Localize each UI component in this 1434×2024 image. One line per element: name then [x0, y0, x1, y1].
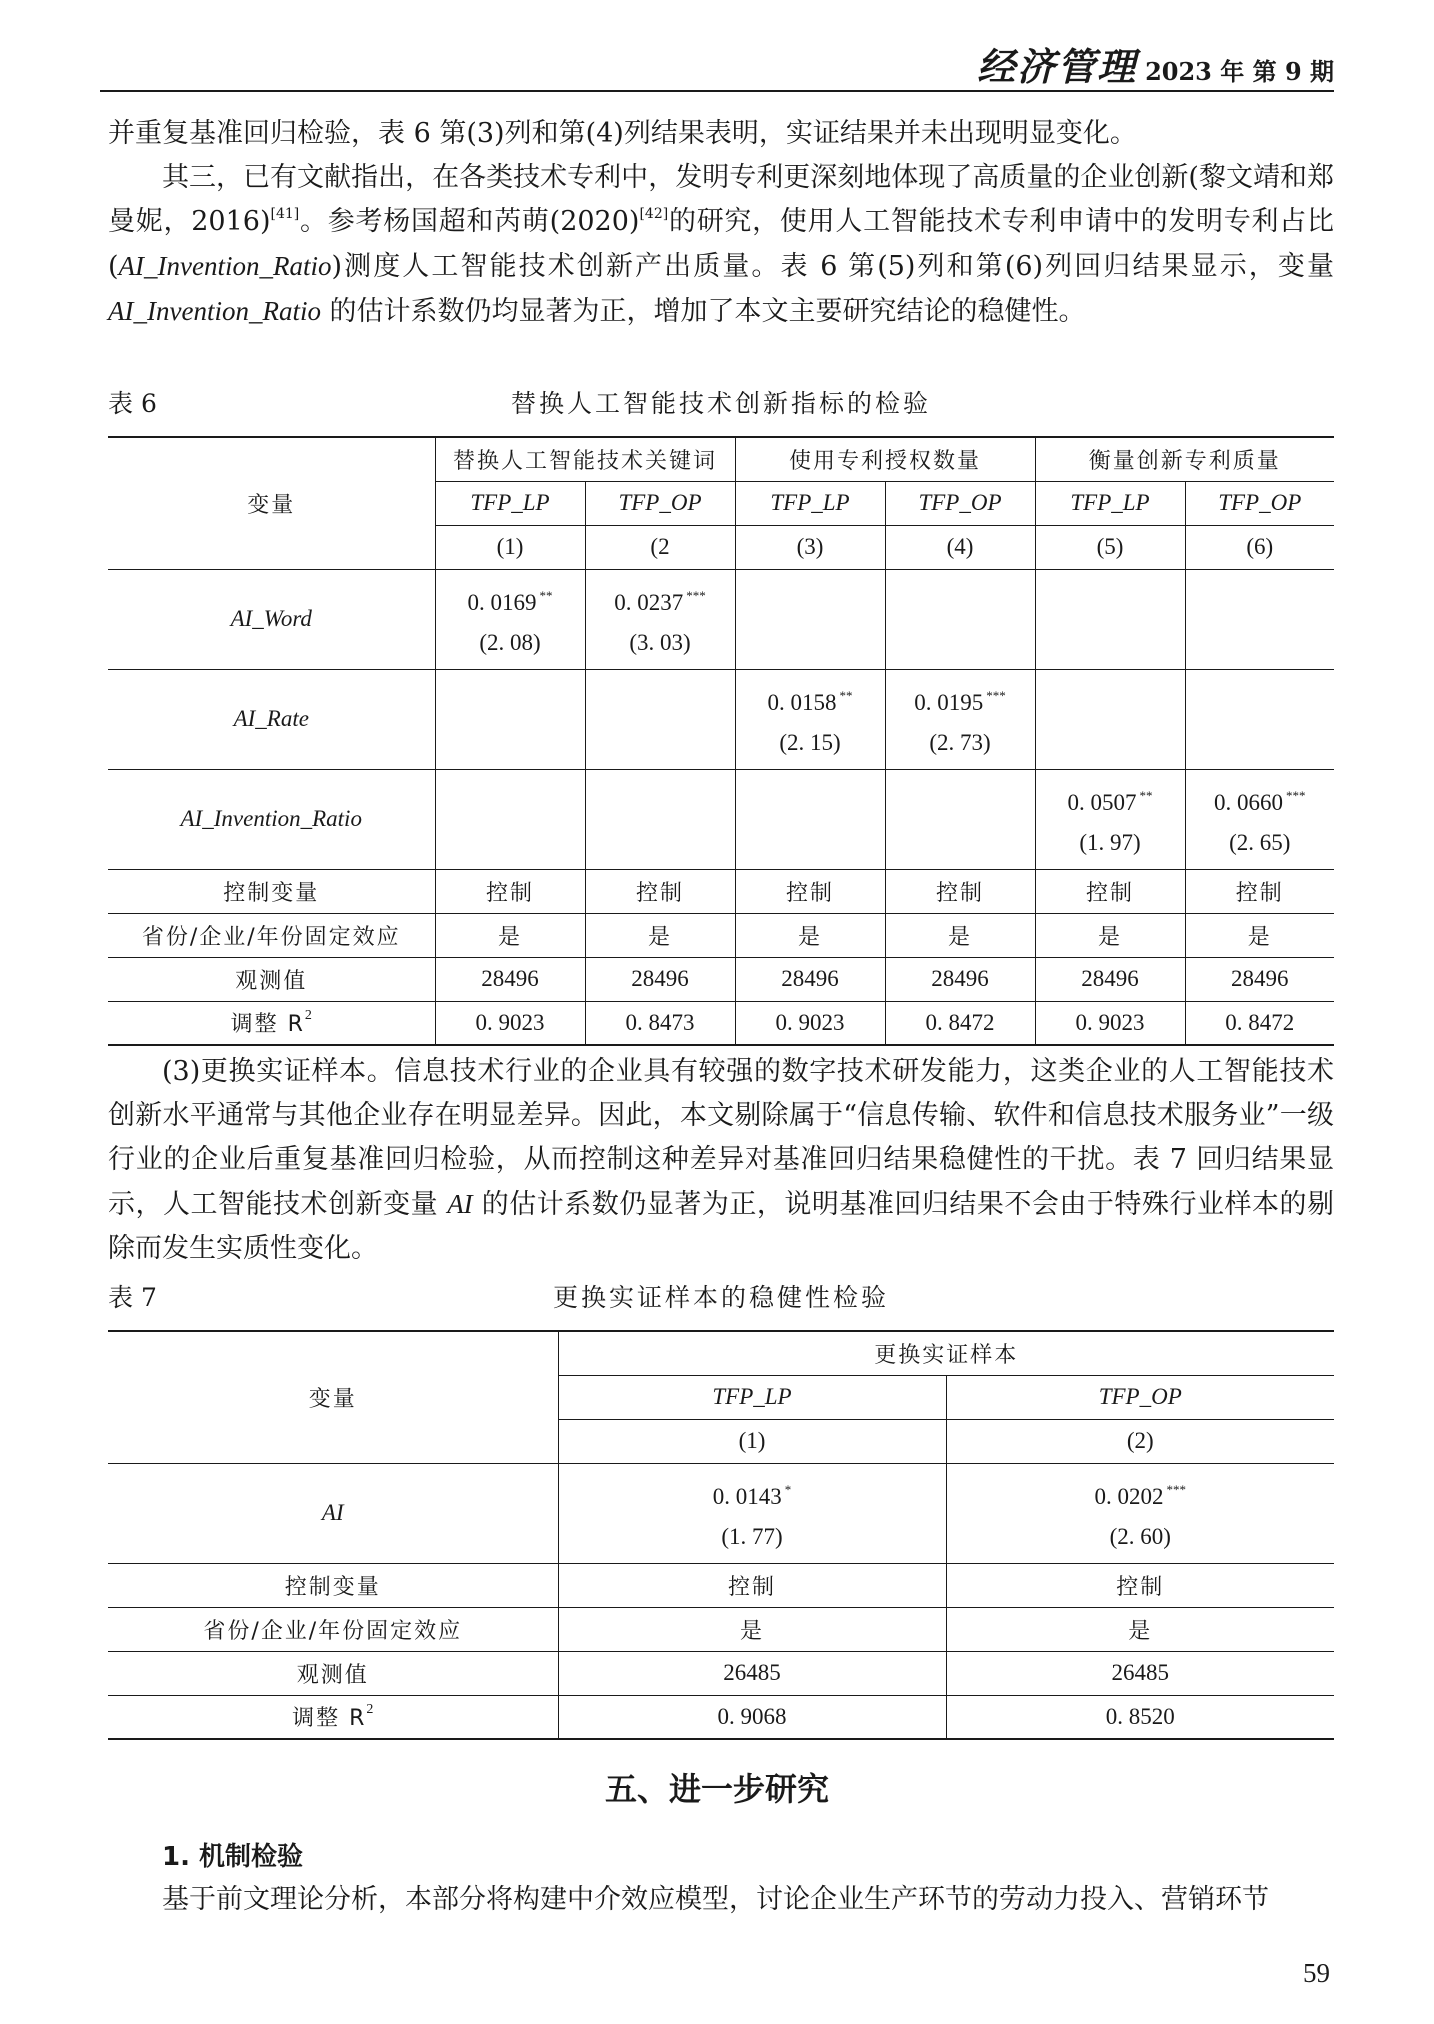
table-7-number: 表 7: [108, 1283, 157, 1312]
table-cell: 是: [1035, 913, 1185, 957]
variable-header: 变量: [108, 437, 435, 569]
table-cell: 是: [558, 1607, 946, 1651]
table-6: [108, 436, 1334, 1046]
table-row: [108, 569, 1334, 669]
table-row: [108, 869, 1334, 913]
group-header: 替换人工智能技术关键词: [435, 437, 735, 481]
table-row: [108, 957, 1334, 1001]
table-cell: 是: [735, 913, 885, 957]
row-label: AI_Invention_Ratio: [108, 769, 435, 869]
variable-header: 变量: [108, 1331, 558, 1463]
column-number: (6): [1185, 525, 1334, 569]
table-6-title: 替换人工智能技术创新指标的检验: [510, 389, 931, 418]
section-title: 五、进一步研究: [604, 1770, 829, 1808]
t-value: (2. 73): [929, 729, 991, 755]
paragraph-2: [108, 156, 1334, 334]
paragraph-2-text-b: 。参考杨国超和芮萌(2020): [299, 206, 640, 237]
significance-stars: ***: [986, 687, 1006, 703]
header-rule: [100, 90, 1334, 92]
column-number: (1): [558, 1419, 946, 1463]
table-row: [108, 1695, 1334, 1739]
table-6-caption: [108, 384, 1334, 424]
coefficient: 0. 0158: [767, 689, 837, 715]
table-cell: 28496: [1185, 957, 1334, 1001]
t-value: (1. 77): [721, 1523, 783, 1549]
table-cell: 0. 9023: [435, 1001, 585, 1045]
table-cell: 控制: [885, 869, 1035, 913]
table-cell: 控制: [585, 869, 735, 913]
row-label: 观测值: [108, 1651, 558, 1695]
dependent-variable-header: TFP_LP: [735, 481, 885, 525]
significance-stars: **: [839, 687, 853, 703]
variable-ai-invention-ratio: AI_Invention_Ratio: [118, 251, 332, 281]
table-6-number: 表 6: [108, 389, 157, 418]
table-cell: 是: [946, 1607, 1334, 1651]
table-cell: [435, 669, 585, 769]
dependent-variable-header: TFP_OP: [585, 481, 735, 525]
issue-label: 2023 年 第 9 期: [1145, 57, 1334, 86]
row-label: [108, 1695, 558, 1739]
dependent-variable-header: TFP_LP: [558, 1375, 946, 1419]
column-number: (4): [885, 525, 1035, 569]
table-row: [108, 769, 1334, 869]
table-cell: [435, 569, 585, 669]
coefficient: 0. 0169: [467, 589, 537, 615]
table-cell: [1185, 669, 1334, 769]
r2-label: 调整 R: [292, 1706, 367, 1732]
table-cell: [1035, 769, 1185, 869]
running-head: [977, 36, 1334, 91]
citation-41: [41]: [270, 206, 300, 222]
table-7-caption: [108, 1278, 1334, 1318]
coefficient: 0. 0202: [1094, 1483, 1164, 1509]
group-header: 衡量创新专利质量: [1035, 437, 1334, 481]
table-cell: [1185, 769, 1334, 869]
table-row: [108, 669, 1334, 769]
row-label: 省份/企业/年份固定效应: [108, 1607, 558, 1651]
table-cell: 是: [585, 913, 735, 957]
row-label: 控制变量: [108, 869, 435, 913]
dependent-variable-header: TFP_LP: [435, 481, 585, 525]
t-value: (3. 03): [629, 629, 691, 655]
significance-stars: ***: [686, 587, 706, 603]
significance-stars: **: [539, 587, 553, 603]
column-number: (2: [585, 525, 735, 569]
table-cell: 是: [435, 913, 585, 957]
table-cell: 控制: [435, 869, 585, 913]
paragraph-3-text-a: (3)更换实证样本。信息技术行业的企业具有较强的数字技术研发能力，这类企业的人工智能技术创新水平通常与其他企业存在明显差异。因此，本文剔除属于“信息传输、软件和信息技术服务业”一级行业的企业后重复基准回归检验，从而控制这种差异对基准回归结果稳健性的干扰。表 7 回归结果显示，人工智能技术创新变量: [108, 1056, 1334, 1220]
subsection-title: 1. 机制检验: [162, 1842, 304, 1872]
journal-name: 经济管理: [977, 44, 1138, 89]
table-row: [108, 1563, 1334, 1607]
significance-stars: ***: [1286, 787, 1306, 803]
significance-stars: ***: [1166, 1481, 1186, 1497]
dependent-variable-header: TFP_OP: [885, 481, 1035, 525]
table-cell: [558, 1463, 946, 1563]
paragraph-4: 基于前文理论分析，本部分将构建中介效应模型，讨论企业生产环节的劳动力投入、营销环节: [162, 1884, 1269, 1915]
table-cell: 26485: [558, 1651, 946, 1695]
r2-superscript: 2: [366, 1702, 374, 1718]
table-cell: [1035, 569, 1185, 669]
table-cell: 控制: [558, 1563, 946, 1607]
table-cell: 0. 8472: [885, 1001, 1035, 1045]
table-cell: 是: [885, 913, 1035, 957]
table-cell: 0. 8520: [946, 1695, 1334, 1739]
dependent-variable-header: TFP_OP: [1185, 481, 1334, 525]
coefficient: 0. 0507: [1067, 789, 1137, 815]
table-header-row: [108, 437, 1334, 481]
citation-42: [42]: [639, 206, 669, 222]
table-cell: [735, 669, 885, 769]
table-cell: 28496: [1035, 957, 1185, 1001]
table-cell: 28496: [585, 957, 735, 1001]
paragraph-2-text-c: 的研究，使用人工智能技术专利申请中的发明专利占比(: [108, 206, 1335, 282]
table-cell: 控制: [946, 1563, 1334, 1607]
row-label: 省份/企业/年份固定效应: [108, 913, 435, 957]
table-cell: 控制: [1035, 869, 1185, 913]
column-number: (2): [946, 1419, 1334, 1463]
group-header: 使用专利授权数量: [735, 437, 1035, 481]
table-row: [108, 913, 1334, 957]
t-value: (1. 97): [1079, 829, 1141, 855]
coefficient: 0. 0143: [712, 1483, 782, 1509]
r2-label: 调整 R: [230, 1012, 305, 1038]
paragraph-3: [108, 1050, 1334, 1271]
dependent-variable-header: TFP_OP: [946, 1375, 1334, 1419]
table-cell: [735, 569, 885, 669]
table-row: [108, 1651, 1334, 1695]
table-cell: [585, 569, 735, 669]
column-number: (3): [735, 525, 885, 569]
table-cell: 28496: [435, 957, 585, 1001]
column-number: (1): [435, 525, 585, 569]
table-row: [108, 1607, 1334, 1651]
table-cell: 是: [1185, 913, 1334, 957]
row-label: AI: [108, 1463, 558, 1563]
table-cell: [885, 669, 1035, 769]
variable-ai: AI: [447, 1189, 473, 1219]
coefficient: 0. 0660: [1214, 789, 1283, 815]
group-header: 更换实证样本: [558, 1331, 1334, 1375]
dependent-variable-header: TFP_LP: [1035, 481, 1185, 525]
table-cell: 28496: [735, 957, 885, 1001]
paragraph-2-text-e: 的估计系数仍均显著为正，增加了本文主要研究结论的稳健性。: [320, 296, 1086, 327]
paragraph-2-text-d: )测度人工智能技术创新产出质量。表 6 第(5)列和第(6)列回归结果显示，变量: [331, 251, 1334, 282]
table-header-row: [108, 1331, 1334, 1375]
table-cell: 0. 9068: [558, 1695, 946, 1739]
table-cell: [1035, 669, 1185, 769]
t-value: (2. 60): [1109, 1523, 1171, 1549]
table-cell: 0. 8473: [585, 1001, 735, 1045]
row-label: [108, 1001, 435, 1045]
r2-superscript: 2: [304, 1008, 312, 1024]
table-cell: 控制: [735, 869, 885, 913]
table-row: [108, 1001, 1334, 1045]
significance-stars: *: [784, 1481, 792, 1497]
t-value: (2. 15): [779, 729, 841, 755]
row-label: AI_Rate: [108, 669, 435, 769]
table-cell: 0. 8472: [1185, 1001, 1334, 1045]
table-7: [108, 1330, 1334, 1740]
paragraph-1: 并重复基准回归检验，表 6 第(3)列和第(4)列结果表明，实证结果并未出现明显变化。: [108, 118, 1137, 149]
table-cell: 26485: [946, 1651, 1334, 1695]
table-cell: 28496: [885, 957, 1035, 1001]
table-cell: [946, 1463, 1334, 1563]
column-number: (5): [1035, 525, 1185, 569]
table-cell: [735, 769, 885, 869]
table-cell: [585, 669, 735, 769]
paragraph-3-text-b: 的估计系数仍显著为正，说明基准回归结果不会由于特殊行业样本的剔除而发生实质性变化。: [108, 1189, 1334, 1264]
table-cell: [435, 769, 585, 869]
t-value: (2. 08): [479, 629, 541, 655]
t-value: (2. 65): [1229, 829, 1291, 855]
table-cell: 0. 9023: [735, 1001, 885, 1045]
row-label: 观测值: [108, 957, 435, 1001]
significance-stars: **: [1139, 787, 1153, 803]
table-row: [108, 1463, 1334, 1563]
paragraph-2-text-a: 其三，已有文献指出，在各类技术专利中，发明专利更深刻地体现了高质量的企业创新(黎文靖和郑曼妮，2016): [108, 162, 1334, 237]
coefficient: 0. 0195: [914, 689, 984, 715]
table-cell: [885, 769, 1035, 869]
table-7-title: 更换实证样本的稳健性检验: [552, 1283, 889, 1312]
table-cell: [885, 569, 1035, 669]
coefficient: 0. 0237: [614, 589, 684, 615]
table-cell: 0. 9023: [1035, 1001, 1185, 1045]
row-label: AI_Word: [108, 569, 435, 669]
table-cell: 控制: [1185, 869, 1334, 913]
variable-ai-invention-ratio-2: AI_Invention_Ratio: [108, 296, 321, 326]
table-cell: [585, 769, 735, 869]
table-cell: [1185, 569, 1334, 669]
page-number: 59: [1303, 1958, 1330, 1988]
row-label: 控制变量: [108, 1563, 558, 1607]
